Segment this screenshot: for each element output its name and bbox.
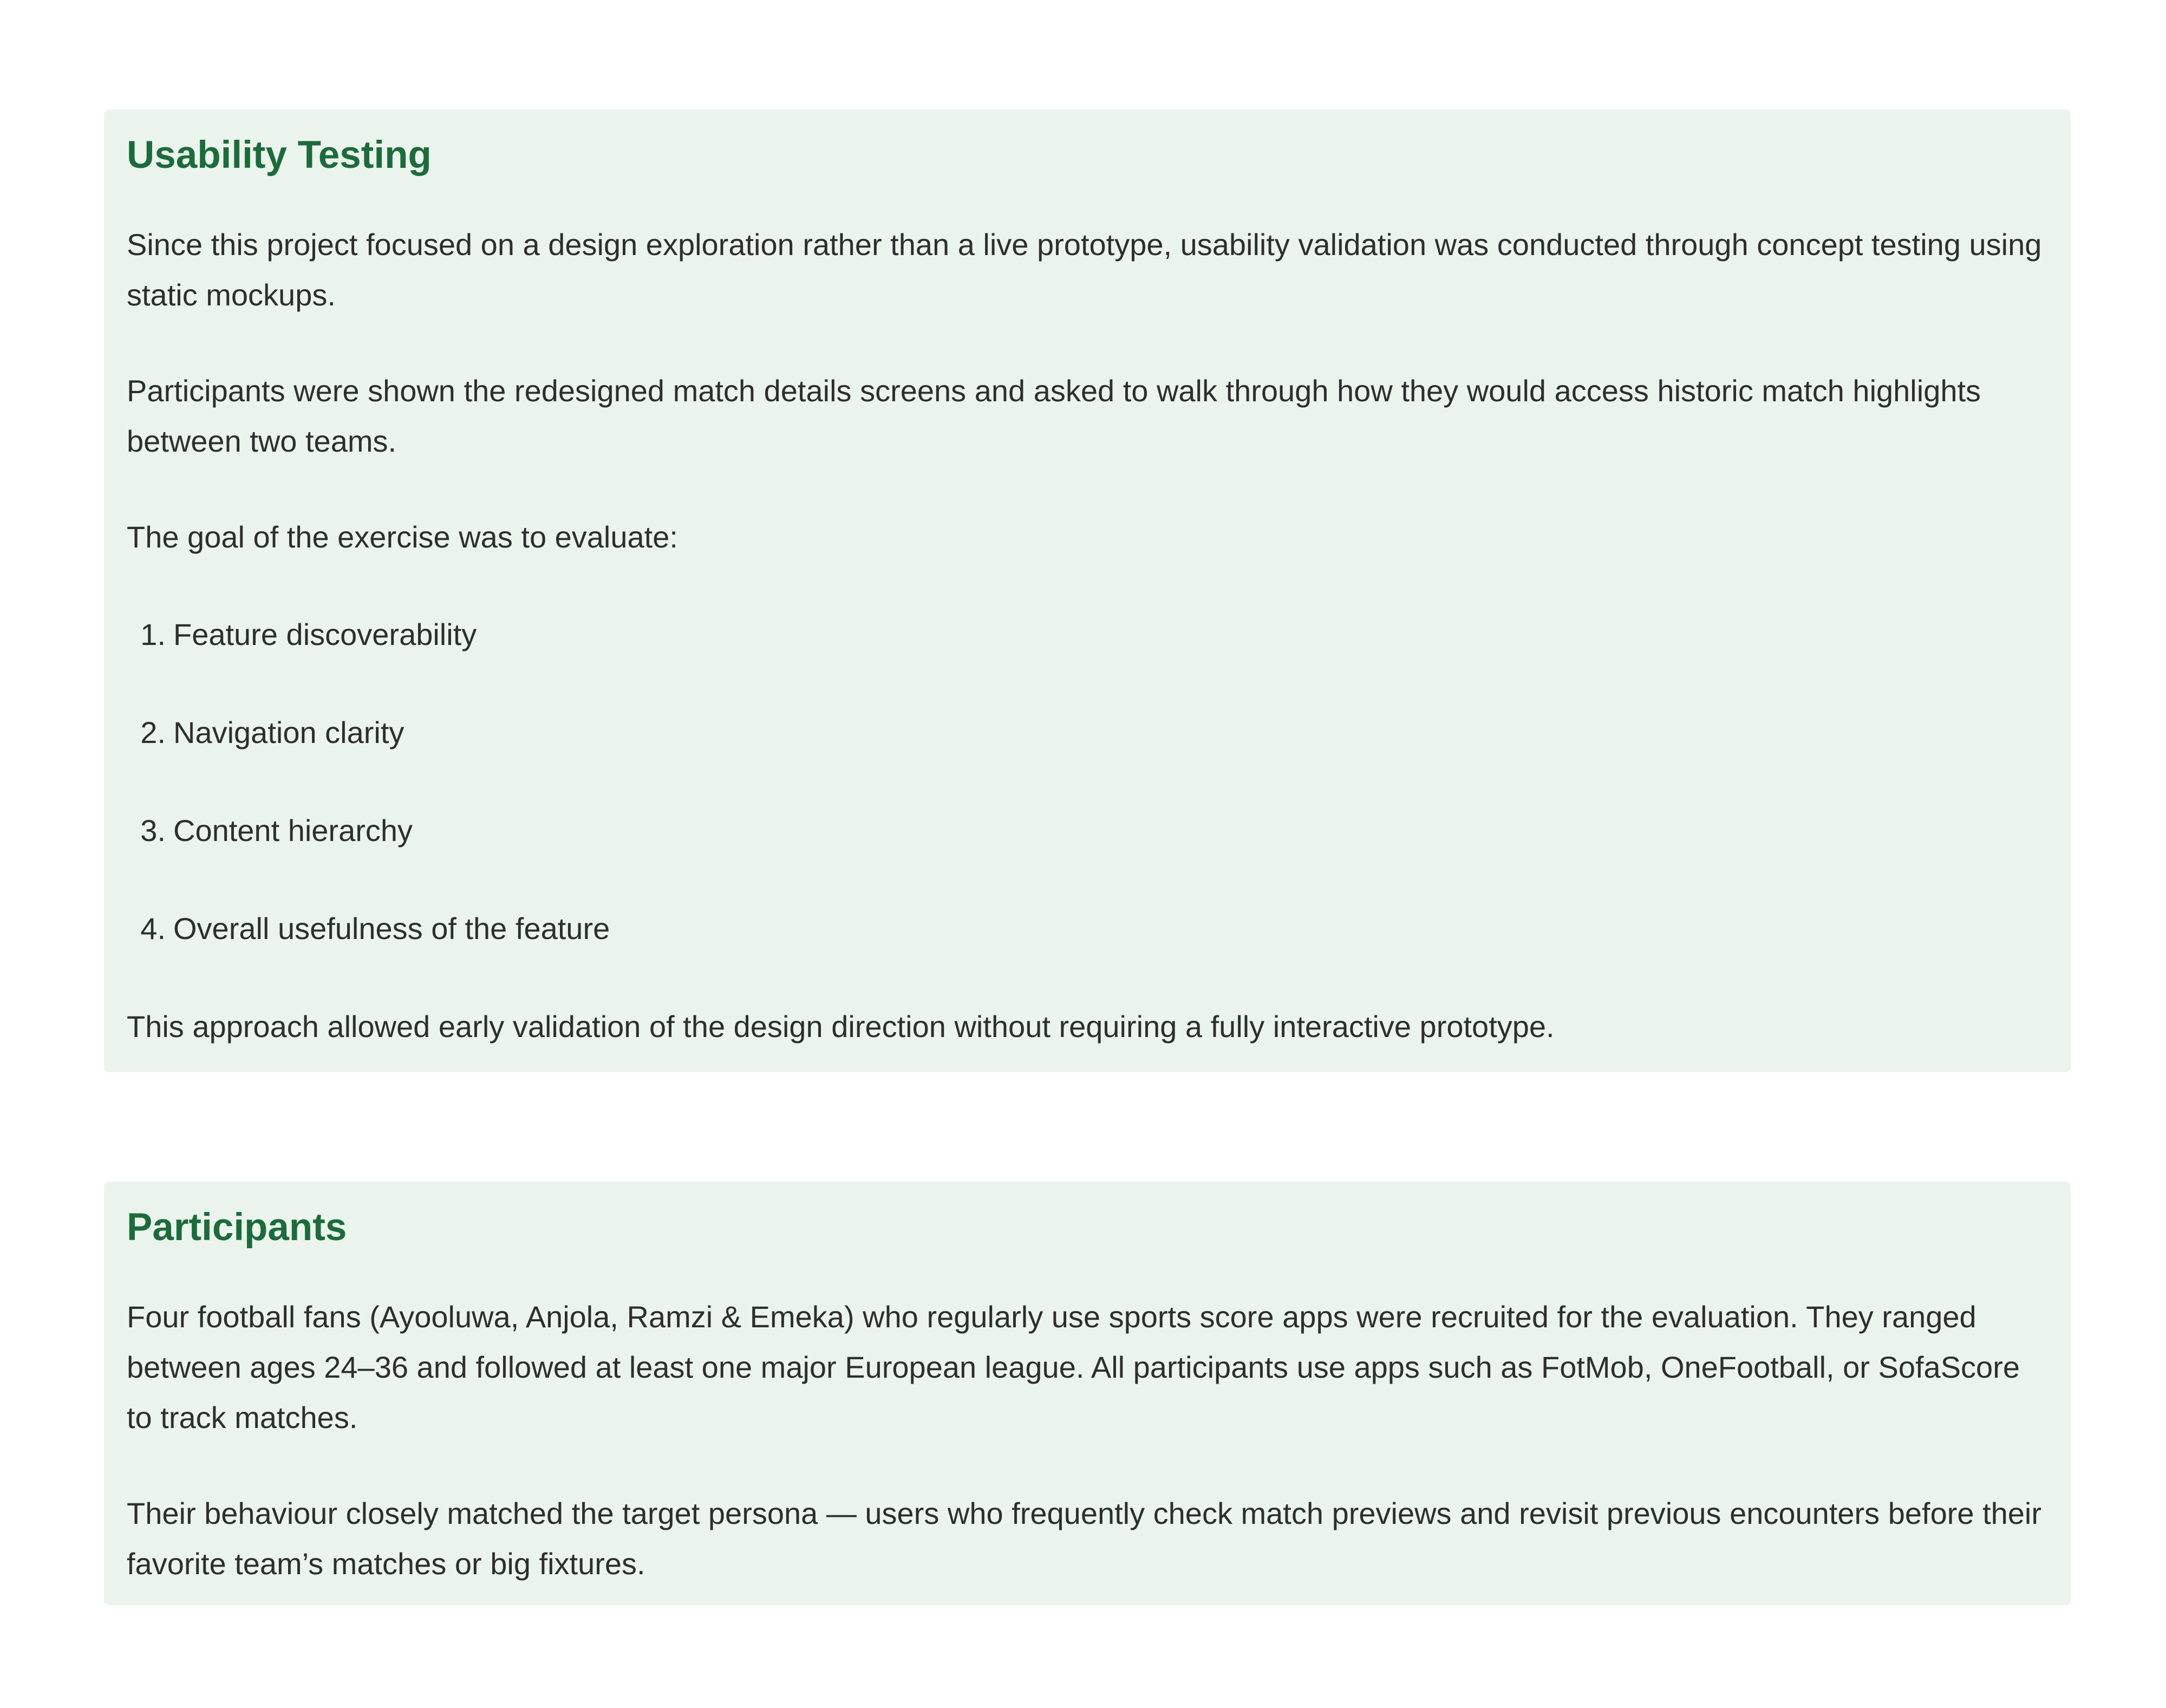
participants-description-paragraph: Four football fans (Ayooluwa, Anjola, Ramzi & Emeka) who regularly use sports score apps were recruited for the evaluation. They ranged between ages 24–36 and followed at least one major European league. All participants use apps such as FotMob, OneFootball, or SofaScore to track matches. bbox=[127, 1300, 2020, 1435]
participants-persona-paragraph: Their behaviour closely matched the target persona — users who frequently check match previews and revisit previous encounters before their favorite team’s matches or big fixtures. bbox=[127, 1496, 2042, 1581]
list-item bbox=[127, 805, 2048, 856]
list-item-text: Overall usefulness of the feature bbox=[173, 911, 610, 946]
participants-heading: Participants bbox=[127, 1206, 347, 1249]
usability-testing-heading: Usability Testing bbox=[127, 134, 432, 177]
usability-conclusion-paragraph: This approach allowed early validation of the design direction without requiring a fully interactive prototype. bbox=[127, 1009, 1555, 1044]
evaluation-criteria-list bbox=[127, 609, 2048, 954]
usability-method-paragraph: Participants were shown the redesigned match details screens and asked to walk through how they would access historic match highlights between two teams. bbox=[127, 374, 1981, 458]
list-item-text: Navigation clarity bbox=[173, 715, 405, 749]
list-item-number: 2. bbox=[140, 715, 166, 749]
usability-goal-paragraph: The goal of the exercise was to evaluate: bbox=[127, 520, 678, 554]
list-item-text: Feature discoverability bbox=[173, 617, 477, 651]
list-item-number: 3. bbox=[140, 813, 166, 848]
usability-testing-card bbox=[104, 109, 2071, 1072]
list-item bbox=[127, 707, 2048, 758]
usability-intro-paragraph: Since this project focused on a design exploration rather than a live prototype, usability validation was conducted through concept testing using static mockups. bbox=[127, 227, 2042, 312]
list-item-number: 1. bbox=[140, 617, 166, 651]
list-item bbox=[127, 609, 2048, 660]
list-item-text: Content hierarchy bbox=[173, 813, 413, 848]
list-item bbox=[127, 903, 2048, 954]
list-item-number: 4. bbox=[140, 911, 166, 946]
participants-card bbox=[104, 1182, 2071, 1605]
